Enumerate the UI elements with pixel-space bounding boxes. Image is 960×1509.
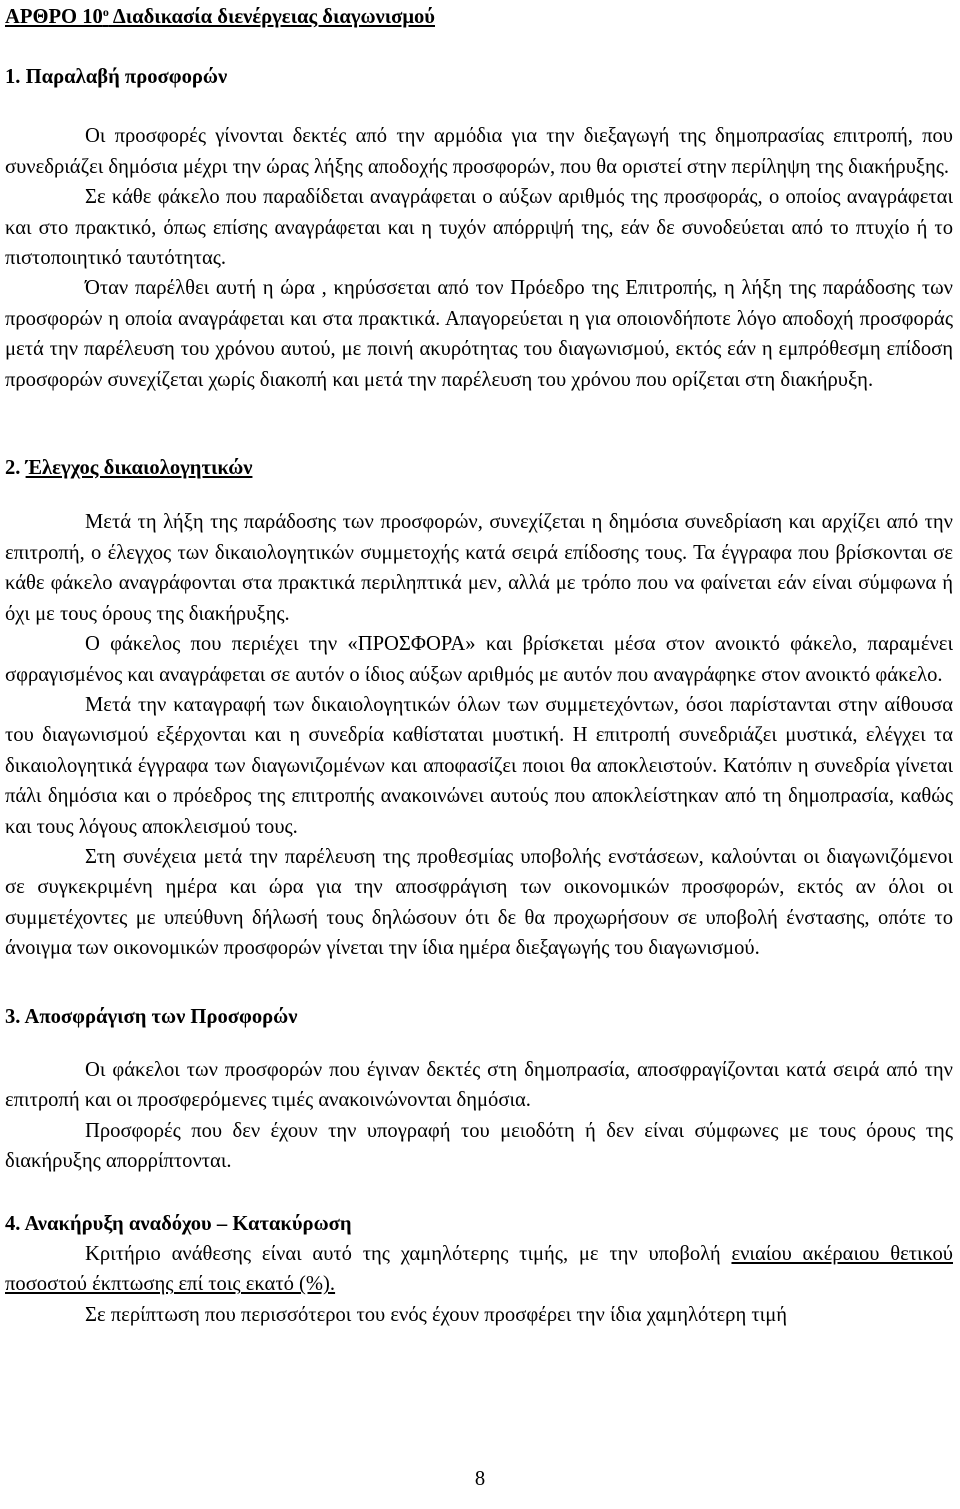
section-4-underlined-text: ενιαίου ακέραιου θετικού ποσοστού έκπτωσης επί τοις εκατό (%). <box>5 1243 953 1296</box>
section-2-paragraph-2: Ο φάκελος που περιέχει την «ΠΡΟΣΦΟΡΑ» και βρίσκεται μέσα στον ανοικτό φάκελο, παραμένει σφραγισμένος και αναγράφεται σε αυτόν ο ίδιος αύξων αριθμός με αυτόν που αναγράφηκε στον ανοικτό φάκελο. <box>5 633 953 686</box>
section-1-paragraph-3: Όταν παρέλθει αυτή η ώρα , κηρύσσεται από τον Πρόεδρο της Επιτροπής, η λήξη της παράδοσης των προσφορών η οποία αναγράφεται και στα πρακτικά. Απαγορεύεται η για οποιονδήποτε λόγο αποδοχή προσφοράς μετά την παρέλευση του χρόνου αυτού, με ποινή ακυρότητας του διαγωνισμού, εκτός εάν η εμπρόθεσμη επίδοση προσφορών συνεχίζεται χωρίς διακοπή και μετά την παρέλευση του χρόνου που ορίζεται στη διακήρυξη. <box>5 277 953 391</box>
section-1-paragraph-2: Σε κάθε φάκελο που παραδίδεται αναγράφεται ο αύξων αριθμός της προσφοράς, ο οποίος αναγράφεται και στο πρακτικό, όπως επίσης αναγράφεται και η τυχόν απόρριψή της, εάν δε συνοδεύεται από το πτυχίο ή το πιστοποιητικό ταυτότητας. <box>5 186 953 270</box>
section-2-paragraph-4: Στη συνέχεια μετά την παρέλευση της προθεσμίας υποβολής ενστάσεων, καλούνται οι διαγωνιζόμενοι σε συγκεκριμένη ημέρα και ώρα για την αποσφράγιση των οικονομικών προσφορών, εκτός αν όλοι οι συμμετέχοντες με υπεύθυνη δήλωσή τους δηλώσουν ότι δε θα προχωρήσουν σε υποβολή ένστασης, οπότε το άνοιγμα των οικονομικών προσφορών γίνεται την ίδια ημέρα διεξαγωγής του διαγωνισμού. <box>5 845 953 960</box>
section-3-paragraph-2: Προσφορές που δεν έχουν την υπογραφή του μειοδότη ή δεν είναι σύμφωνες με τους όρους της διακήρυξης απορρίπτονται. <box>5 1119 953 1173</box>
section-3-paragraph-1: Οι φάκελοι των προσφορών που έγιναν δεκτές στη δημοπρασία, αποσφραγίζονται κατά σειρά από την επιτροπή και οι προσφερόμενες τιμές ανακοινώνονται δημόσια. <box>5 1058 953 1112</box>
section-3-heading: 3. Αποσφράγιση των Προσφορών <box>5 1005 298 1028</box>
section-4-paragraph-1-text: Κριτήριο ανάθεσης είναι αυτό της χαμηλότερης τιμής, με την υποβολή <box>85 1243 732 1265</box>
section-2-heading-number: 2. <box>5 457 26 480</box>
section-2-heading-text: Έλεγχος δικαιολογητικών <box>25 457 253 480</box>
page-number: 8 <box>474 1468 486 1490</box>
section-2-paragraph-3: Μετά την καταγραφή των δικαιολογητικών όλων των συμμετεχόντων, όσοι παρίστανται στην αίθουσα του διαγωνισμού εξέρχονται και η συνεδρία καθίσταται μυστική. Η επιτροπή συνεδριάζει μυστικά, ελέγχει τα δικαιολογητικά έγγραφα των διαγωνιζομένων και αποφασίζει ποιοι θα αποκλειστούν. Κατόπιν η συνεδρία γίνεται πάλι δημόσια και ο πρόεδρος της επιτροπής ανακοινώνει αυτούς που αποκλείστηκαν από τη δημοπρασία, καθώς και τους λόγους αποκλεισμού τους. <box>5 693 953 838</box>
section-4-heading: 4. Ανακήρυξη αναδόχου – Κατακύρωση <box>5 1212 352 1235</box>
section-2-paragraph-1: Μετά τη λήξη της παράδοσης των προσφορών, συνεχίζεται η δημόσια συνεδρίαση και αρχίζει από την επιτροπή, ο έλεγχος των δικαιολογητικών συμμετοχής κατά σειρά επίδοσης τους. Τα έγγραφα που βρίσκονται σε κάθε φάκελο αναγράφονται στα πρακτικά περιληπτικά μεν, αλλά με τρόπο που να φαίνεται εάν είναι σύμφωνα ή όχι με τους όρους της διακήρυξης. <box>5 511 953 625</box>
section-4-paragraph-1 <box>5 1239 953 1300</box>
section-4-paragraph-2: Σε περίπτωση που περισσότεροι του ενός έχουν προσφέρει την ίδια χαμηλότερη τιμή <box>85 1303 788 1326</box>
article-title <box>5 2 953 32</box>
article-title-superscript: ο <box>102 5 109 19</box>
document-page <box>5 0 953 1330</box>
section-2-heading <box>5 453 953 483</box>
article-title-prefix: ΑΡΘΡΟ 10 <box>5 6 103 28</box>
section-1-paragraph-1: Οι προσφορές γίνονται δεκτές από την αρμόδια για την διεξαγωγή της δημοπρασίας επιτροπή, που συνεδριάζει δημόσια μέχρι την ώρας λήξης αποδοχής προσφορών, που θα οριστεί στην περίληψη της διακήρυξης. <box>5 125 953 178</box>
article-title-rest: Διαδικασία διενέργειας διαγωνισμού <box>108 6 435 28</box>
section-1-heading: 1. Παραλαβή προσφορών <box>5 66 228 88</box>
